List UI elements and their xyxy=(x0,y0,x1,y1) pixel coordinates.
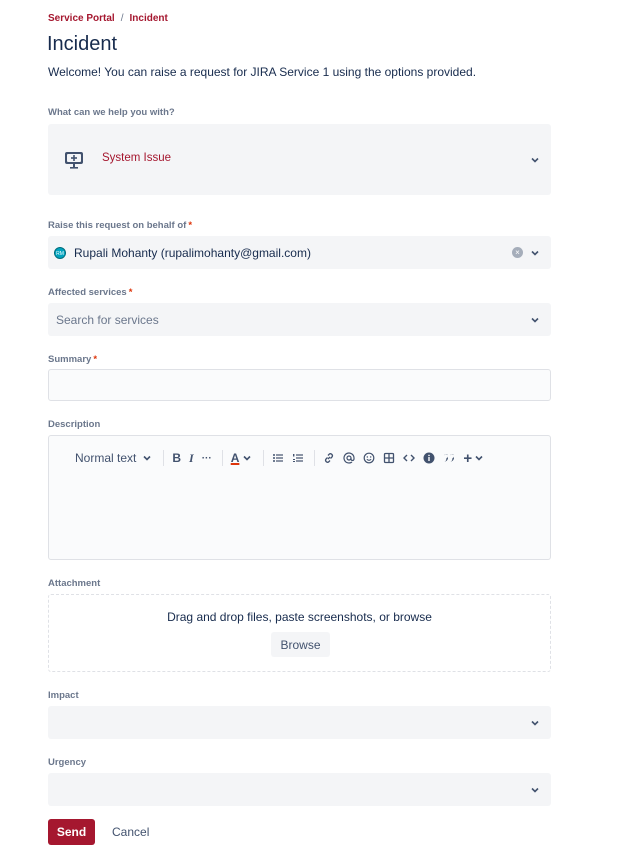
attachment-hint: Drag and drop files, paste screenshots, or browse xyxy=(167,610,432,624)
send-button[interactable]: Send xyxy=(48,819,95,845)
link-icon[interactable] xyxy=(323,450,335,466)
services-placeholder: Search for services xyxy=(56,313,159,327)
toolbar-divider xyxy=(163,450,164,466)
attachment-dropzone[interactable] xyxy=(48,594,551,672)
services-label: Affected services * xyxy=(48,287,133,298)
services-select[interactable] xyxy=(48,303,551,336)
editor-toolbar xyxy=(75,450,493,466)
numbered-list-icon[interactable] xyxy=(292,450,304,466)
behalf-value: Rupali Mohanty (rupalimohanty@gmail.com) xyxy=(74,246,311,260)
mention-icon[interactable] xyxy=(343,450,355,466)
urgency-select[interactable] xyxy=(48,773,551,806)
behalf-label: Raise this request on behalf of * xyxy=(48,220,193,231)
code-icon[interactable] xyxy=(403,450,415,466)
urgency-label: Urgency xyxy=(48,757,87,768)
more-formatting-button[interactable]: ··· xyxy=(201,452,212,464)
chevron-down-icon xyxy=(141,452,153,464)
cancel-button[interactable]: Cancel xyxy=(104,819,157,845)
description-label: Description xyxy=(48,419,101,430)
description-editor[interactable] xyxy=(48,435,551,560)
monitor-plus-icon xyxy=(64,150,84,170)
text-style-dropdown[interactable]: Normal text xyxy=(75,450,153,466)
browse-button[interactable]: Browse xyxy=(271,632,330,657)
breadcrumb-current-link[interactable]: Incident xyxy=(129,13,168,24)
summary-input[interactable] xyxy=(48,369,551,401)
toolbar-divider xyxy=(314,450,315,466)
text-color-button[interactable]: A xyxy=(231,450,254,466)
summary-label: Summary * xyxy=(48,354,98,365)
insert-more-dropdown[interactable]: + xyxy=(463,450,485,466)
clear-icon[interactable]: × xyxy=(512,247,523,258)
chevron-down-icon xyxy=(529,717,541,729)
bold-button[interactable]: B xyxy=(172,451,182,465)
chevron-down-icon xyxy=(529,247,541,259)
bullet-list-icon[interactable] xyxy=(272,450,284,466)
request-type-label: What can we help you with? xyxy=(48,107,175,118)
table-icon[interactable] xyxy=(383,450,395,466)
italic-button[interactable]: I xyxy=(189,450,194,465)
chevron-down-icon xyxy=(241,452,253,464)
impact-label: Impact xyxy=(48,690,79,701)
chevron-down-icon xyxy=(529,784,541,796)
welcome-text: Welcome! You can raise a request for JIRA Service 1 using the options provided. xyxy=(48,65,477,79)
breadcrumb-separator: / xyxy=(120,13,124,24)
toolbar-divider xyxy=(263,450,264,466)
page-title: Incident xyxy=(47,33,118,55)
chevron-down-icon xyxy=(473,452,485,464)
toolbar-divider xyxy=(222,450,223,466)
impact-select[interactable] xyxy=(48,706,551,739)
attachment-label: Attachment xyxy=(48,578,101,589)
request-type-select[interactable] xyxy=(48,124,551,195)
chevron-down-icon xyxy=(529,314,541,326)
breadcrumb xyxy=(48,13,168,24)
request-type-value: System Issue xyxy=(102,152,172,164)
emoji-icon[interactable] xyxy=(363,450,375,466)
info-panel-icon[interactable] xyxy=(423,450,435,466)
behalf-select[interactable] xyxy=(48,236,551,269)
chevron-down-icon xyxy=(529,154,541,166)
avatar: RM xyxy=(54,247,66,259)
quote-icon[interactable] xyxy=(443,450,455,466)
breadcrumb-root-link[interactable]: Service Portal xyxy=(48,13,115,24)
